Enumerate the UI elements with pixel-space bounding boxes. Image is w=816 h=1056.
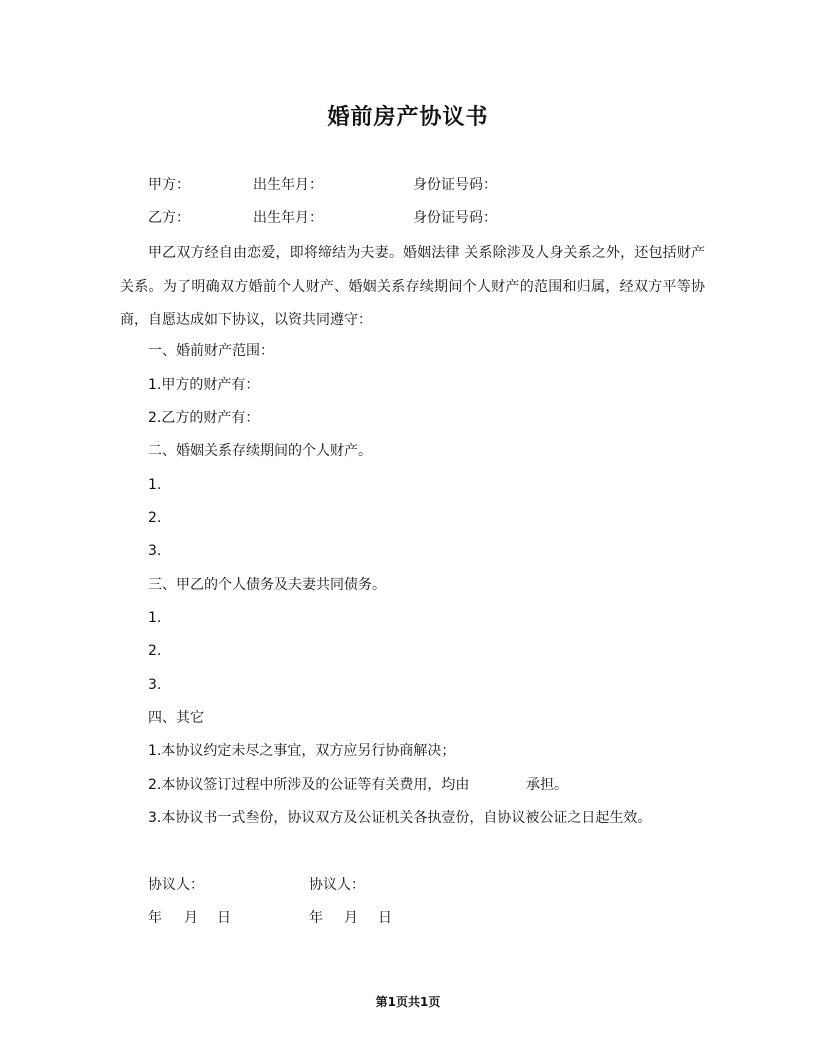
date-day-b: 日 (378, 910, 392, 926)
section3-item-1: 1. (148, 610, 162, 626)
section4-heading: 四、其它 (148, 710, 204, 726)
section2-item-3: 3. (148, 543, 162, 559)
section1-heading: 一、婚前财产范围： (148, 343, 274, 359)
party-a-birth-label: 出生年月： (253, 177, 323, 193)
section4-item-1: 1.本协议约定未尽之事宜，双方应另行协商解决； (148, 743, 456, 759)
section3-heading: 三、甲乙的个人债务及夫妻共同债务。 (148, 577, 386, 593)
intro-paragraph: 甲乙双方经自由恋爱，即将缔结为夫妻。婚姻法律 关系除涉及人身关系之外，还包括财产关系。为了明确双方婚前个人财产、婚姻关系存续期间个人财产的范围和归属，经双方平等协商，自愿达成如下协议，以资共同遵守： (120, 245, 705, 328)
section4-item-2-end: 承担。 (526, 777, 568, 793)
party-b-id-label: 身份证号码： (413, 210, 497, 226)
section4-item-3: 3.本协议书一式叁份，协议双方及公证机关各执壹份，自协议被公证之日起生效。 (148, 810, 652, 826)
party-a-label: 甲方： (148, 177, 190, 193)
date-month-a: 月 (184, 910, 198, 926)
date-month-b: 月 (344, 910, 358, 926)
party-a-id-label: 身份证号码： (413, 177, 497, 193)
section1-item-2: 2.乙方的财产有： (148, 410, 260, 426)
party-b-birth-label: 出生年月： (253, 210, 323, 226)
section1-item-1: 1.甲方的财产有： (148, 377, 260, 393)
section3-item-2: 2. (148, 643, 162, 659)
section4-item-2-start: 2.本协议签订过程中所涉及的公证等有关费用，均由 (148, 777, 470, 793)
party-b-label: 乙方： (148, 210, 190, 226)
section2-item-1: 1. (148, 477, 162, 493)
page-number-footer: 第1页共1页 (375, 995, 441, 1009)
document-title: 婚前房产协议书 (327, 104, 489, 130)
section3-item-3: 3. (148, 677, 162, 693)
section2-item-2: 2. (148, 510, 162, 526)
date-day-a: 日 (217, 910, 231, 926)
date-year-a: 年 (148, 910, 162, 926)
signature-label-a: 协议人： (148, 877, 204, 893)
date-year-b: 年 (309, 910, 323, 926)
section2-heading: 二、婚姻关系存续期间的个人财产。 (148, 443, 372, 459)
signature-label-b: 协议人： (309, 877, 365, 893)
